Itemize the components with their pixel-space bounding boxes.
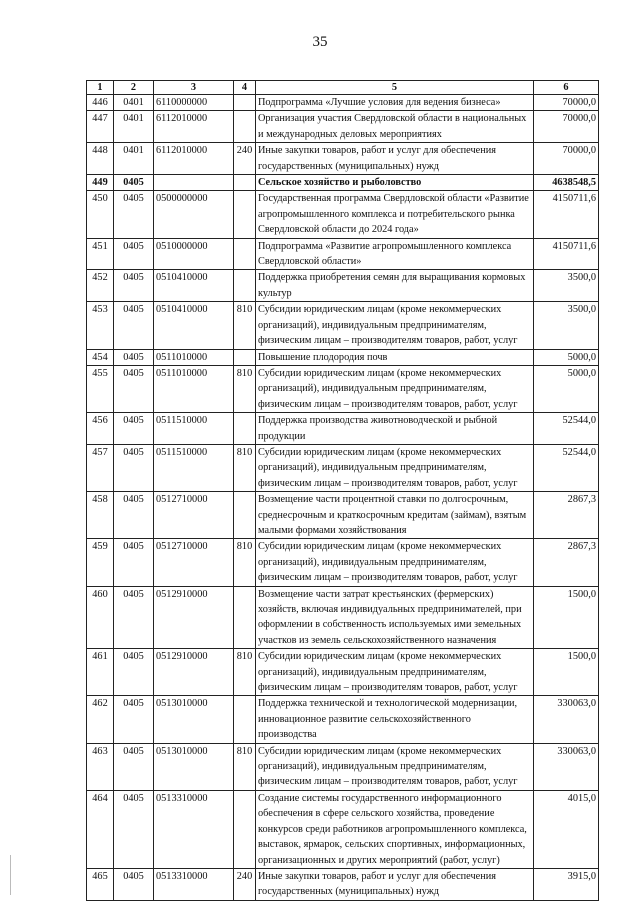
section-code-cell: 0405	[114, 539, 154, 586]
row-number-cell: 457	[87, 444, 114, 491]
table-row	[87, 111, 599, 143]
amount-cell: 70000,0	[534, 95, 599, 111]
amount-cell: 5000,0	[534, 349, 599, 365]
amount-cell: 2867,3	[534, 539, 599, 586]
section-code-cell: 0405	[114, 191, 154, 238]
row-number-cell: 464	[87, 790, 114, 868]
table-row	[87, 743, 599, 790]
expense-type-cell	[234, 349, 256, 365]
amount-cell: 5000,0	[534, 365, 599, 412]
column-header: 3	[154, 81, 234, 95]
target-code-cell: 0513310000	[154, 868, 234, 900]
row-number-cell: 448	[87, 143, 114, 175]
expense-type-cell	[234, 238, 256, 270]
table-body	[87, 95, 599, 901]
amount-cell: 1500,0	[534, 649, 599, 696]
section-code-cell: 0405	[114, 349, 154, 365]
row-number-cell: 455	[87, 365, 114, 412]
amount-cell: 2867,3	[534, 492, 599, 539]
table-row	[87, 413, 599, 445]
expense-type-cell: 240	[234, 868, 256, 900]
section-code-cell: 0405	[114, 413, 154, 445]
item-name-cell: Подпрограмма «Развитие агропромышленного комплекса Свердловской области»	[256, 238, 534, 270]
target-code-cell	[154, 175, 234, 191]
table-row	[87, 868, 599, 900]
table-row	[87, 365, 599, 412]
section-code-cell: 0405	[114, 649, 154, 696]
column-header: 2	[114, 81, 154, 95]
section-code-cell: 0405	[114, 696, 154, 743]
target-code-cell: 0512910000	[154, 649, 234, 696]
section-code-cell: 0405	[114, 743, 154, 790]
amount-cell: 330063,0	[534, 743, 599, 790]
item-name-cell: Субсидии юридическим лицам (кроме некоммерческих организаций), индивидуальным предпринимателям, физическим лицам – производителям товаров, работ, услуг	[256, 365, 534, 412]
item-name-cell: Субсидии юридическим лицам (кроме некоммерческих организаций), индивидуальным предпринимателям, физическим лицам – производителям товаров, работ, услуг	[256, 743, 534, 790]
row-number-cell: 446	[87, 95, 114, 111]
item-name-cell: Повышение плодородия почв	[256, 349, 534, 365]
section-code-cell: 0405	[114, 868, 154, 900]
target-code-cell: 0512910000	[154, 586, 234, 649]
item-name-cell: Иные закупки товаров, работ и услуг для обеспечения государственных (муниципальных) нужд	[256, 143, 534, 175]
row-number-cell: 462	[87, 696, 114, 743]
amount-cell: 4150711,6	[534, 238, 599, 270]
item-name-cell: Поддержка технической и технологической модернизации, инновационное развитие сельскохозяйственного производства	[256, 696, 534, 743]
item-name-cell: Иные закупки товаров, работ и услуг для обеспечения государственных (муниципальных) нужд	[256, 868, 534, 900]
target-code-cell: 0510410000	[154, 302, 234, 349]
row-number-cell: 463	[87, 743, 114, 790]
table-header-row	[87, 81, 599, 95]
target-code-cell: 0511010000	[154, 349, 234, 365]
row-number-cell: 449	[87, 175, 114, 191]
row-number-cell: 453	[87, 302, 114, 349]
item-name-cell: Субсидии юридическим лицам (кроме некоммерческих организаций), индивидуальным предпринимателям, физическим лицам – производителям товаров, работ, услуг	[256, 302, 534, 349]
expense-type-cell: 810	[234, 743, 256, 790]
section-code-cell: 0401	[114, 95, 154, 111]
table-row	[87, 143, 599, 175]
target-code-cell: 0512710000	[154, 539, 234, 586]
section-code-cell: 0405	[114, 444, 154, 491]
section-code-cell: 0405	[114, 302, 154, 349]
item-name-cell: Поддержка производства животноводческой и рыбной продукции	[256, 413, 534, 445]
item-name-cell: Поддержка приобретения семян для выращивания кормовых культур	[256, 270, 534, 302]
section-code-cell: 0401	[114, 143, 154, 175]
row-number-cell: 452	[87, 270, 114, 302]
row-number-cell: 458	[87, 492, 114, 539]
section-code-cell: 0405	[114, 492, 154, 539]
table-row	[87, 349, 599, 365]
amount-cell: 4150711,6	[534, 191, 599, 238]
row-number-cell: 454	[87, 349, 114, 365]
section-code-cell: 0405	[114, 270, 154, 302]
target-code-cell: 0512710000	[154, 492, 234, 539]
target-code-cell: 0513010000	[154, 743, 234, 790]
expense-type-cell: 810	[234, 539, 256, 586]
amount-cell: 3500,0	[534, 302, 599, 349]
expense-type-cell: 810	[234, 444, 256, 491]
amount-cell: 4638548,5	[534, 175, 599, 191]
section-code-cell: 0405	[114, 175, 154, 191]
target-code-cell: 6110000000	[154, 95, 234, 111]
column-header: 4	[234, 81, 256, 95]
section-code-cell: 0405	[114, 790, 154, 868]
table-row	[87, 444, 599, 491]
expense-type-cell	[234, 413, 256, 445]
item-name-cell: Возмещение части процентной ставки по долгосрочным, среднесрочным и краткосрочным кредитам (займам), взятым малыми формами хозяйствования	[256, 492, 534, 539]
item-name-cell: Возмещение части затрат крестьянских (фермерских) хозяйств, включая индивидуальных предпринимателей, при оформлении в собственность используемых ими земельных участков из земель сельскохозяйственного назначения	[256, 586, 534, 649]
amount-cell: 4015,0	[534, 790, 599, 868]
row-number-cell: 465	[87, 868, 114, 900]
section-code-cell: 0405	[114, 365, 154, 412]
table-row	[87, 238, 599, 270]
amount-cell: 70000,0	[534, 143, 599, 175]
expense-type-cell: 810	[234, 302, 256, 349]
table-row	[87, 175, 599, 191]
section-code-cell: 0405	[114, 586, 154, 649]
item-name-cell: Организация участия Свердловской области в национальных и международных деловых мероприятиях	[256, 111, 534, 143]
column-header: 1	[87, 81, 114, 95]
target-code-cell: 0510000000	[154, 238, 234, 270]
target-code-cell: 0500000000	[154, 191, 234, 238]
item-name-cell: Государственная программа Свердловской области «Развитие агропромышленного комплекса и потребительского рынка Свердловской области до 2024 года»	[256, 191, 534, 238]
expense-type-cell: 810	[234, 365, 256, 412]
expense-type-cell	[234, 696, 256, 743]
table-row	[87, 95, 599, 111]
table-row	[87, 539, 599, 586]
amount-cell: 1500,0	[534, 586, 599, 649]
page-number: 35	[312, 34, 328, 50]
column-header: 5	[256, 81, 534, 95]
expense-type-cell	[234, 790, 256, 868]
table-row	[87, 191, 599, 238]
amount-cell: 52544,0	[534, 413, 599, 445]
table-row	[87, 492, 599, 539]
expense-type-cell	[234, 586, 256, 649]
target-code-cell: 0511510000	[154, 413, 234, 445]
item-name-cell: Субсидии юридическим лицам (кроме некоммерческих организаций), индивидуальным предпринимателям, физическим лицам – производителям товаров, работ, услуг	[256, 539, 534, 586]
expense-type-cell	[234, 191, 256, 238]
row-number-cell: 459	[87, 539, 114, 586]
expense-type-cell	[234, 492, 256, 539]
expense-type-cell	[234, 111, 256, 143]
table-row	[87, 649, 599, 696]
target-code-cell: 0513310000	[154, 790, 234, 868]
target-code-cell: 0511510000	[154, 444, 234, 491]
item-name-cell: Субсидии юридическим лицам (кроме некоммерческих организаций), индивидуальным предпринимателям, физическим лицам – производителям товаров, работ, услуг	[256, 649, 534, 696]
item-name-cell: Создание системы государственного информационного обеспечения в сфере сельского хозяйства, проведение конкурсов среди работников агропромышленного комплекса, выставок, ярмарок, сельских спортивных, информационных, организационных и других мероприятий (работ, услуг)	[256, 790, 534, 868]
target-code-cell: 0513010000	[154, 696, 234, 743]
table-row	[87, 270, 599, 302]
table-row	[87, 696, 599, 743]
table-row	[87, 586, 599, 649]
expense-type-cell	[234, 270, 256, 302]
column-header: 6	[534, 81, 599, 95]
table-row	[87, 790, 599, 868]
section-code-cell: 0405	[114, 238, 154, 270]
amount-cell: 52544,0	[534, 444, 599, 491]
expense-type-cell: 240	[234, 143, 256, 175]
row-number-cell: 461	[87, 649, 114, 696]
table-row	[87, 302, 599, 349]
target-code-cell: 6112010000	[154, 143, 234, 175]
section-code-cell: 0401	[114, 111, 154, 143]
expense-type-cell: 810	[234, 649, 256, 696]
target-code-cell: 0511010000	[154, 365, 234, 412]
row-number-cell: 450	[87, 191, 114, 238]
row-number-cell: 447	[87, 111, 114, 143]
row-number-cell: 456	[87, 413, 114, 445]
scan-edge-mark	[10, 855, 11, 895]
item-name-cell: Подпрограмма «Лучшие условия для ведения бизнеса»	[256, 95, 534, 111]
amount-cell: 3500,0	[534, 270, 599, 302]
amount-cell: 330063,0	[534, 696, 599, 743]
amount-cell: 3915,0	[534, 868, 599, 900]
expense-type-cell	[234, 95, 256, 111]
row-number-cell: 460	[87, 586, 114, 649]
amount-cell: 70000,0	[534, 111, 599, 143]
item-name-cell: Сельское хозяйство и рыболовство	[256, 175, 534, 191]
item-name-cell: Субсидии юридическим лицам (кроме некоммерческих организаций), индивидуальным предпринимателям, физическим лицам – производителям товаров, работ, услуг	[256, 444, 534, 491]
budget-table	[86, 80, 599, 901]
row-number-cell: 451	[87, 238, 114, 270]
target-code-cell: 6112010000	[154, 111, 234, 143]
expense-type-cell	[234, 175, 256, 191]
target-code-cell: 0510410000	[154, 270, 234, 302]
